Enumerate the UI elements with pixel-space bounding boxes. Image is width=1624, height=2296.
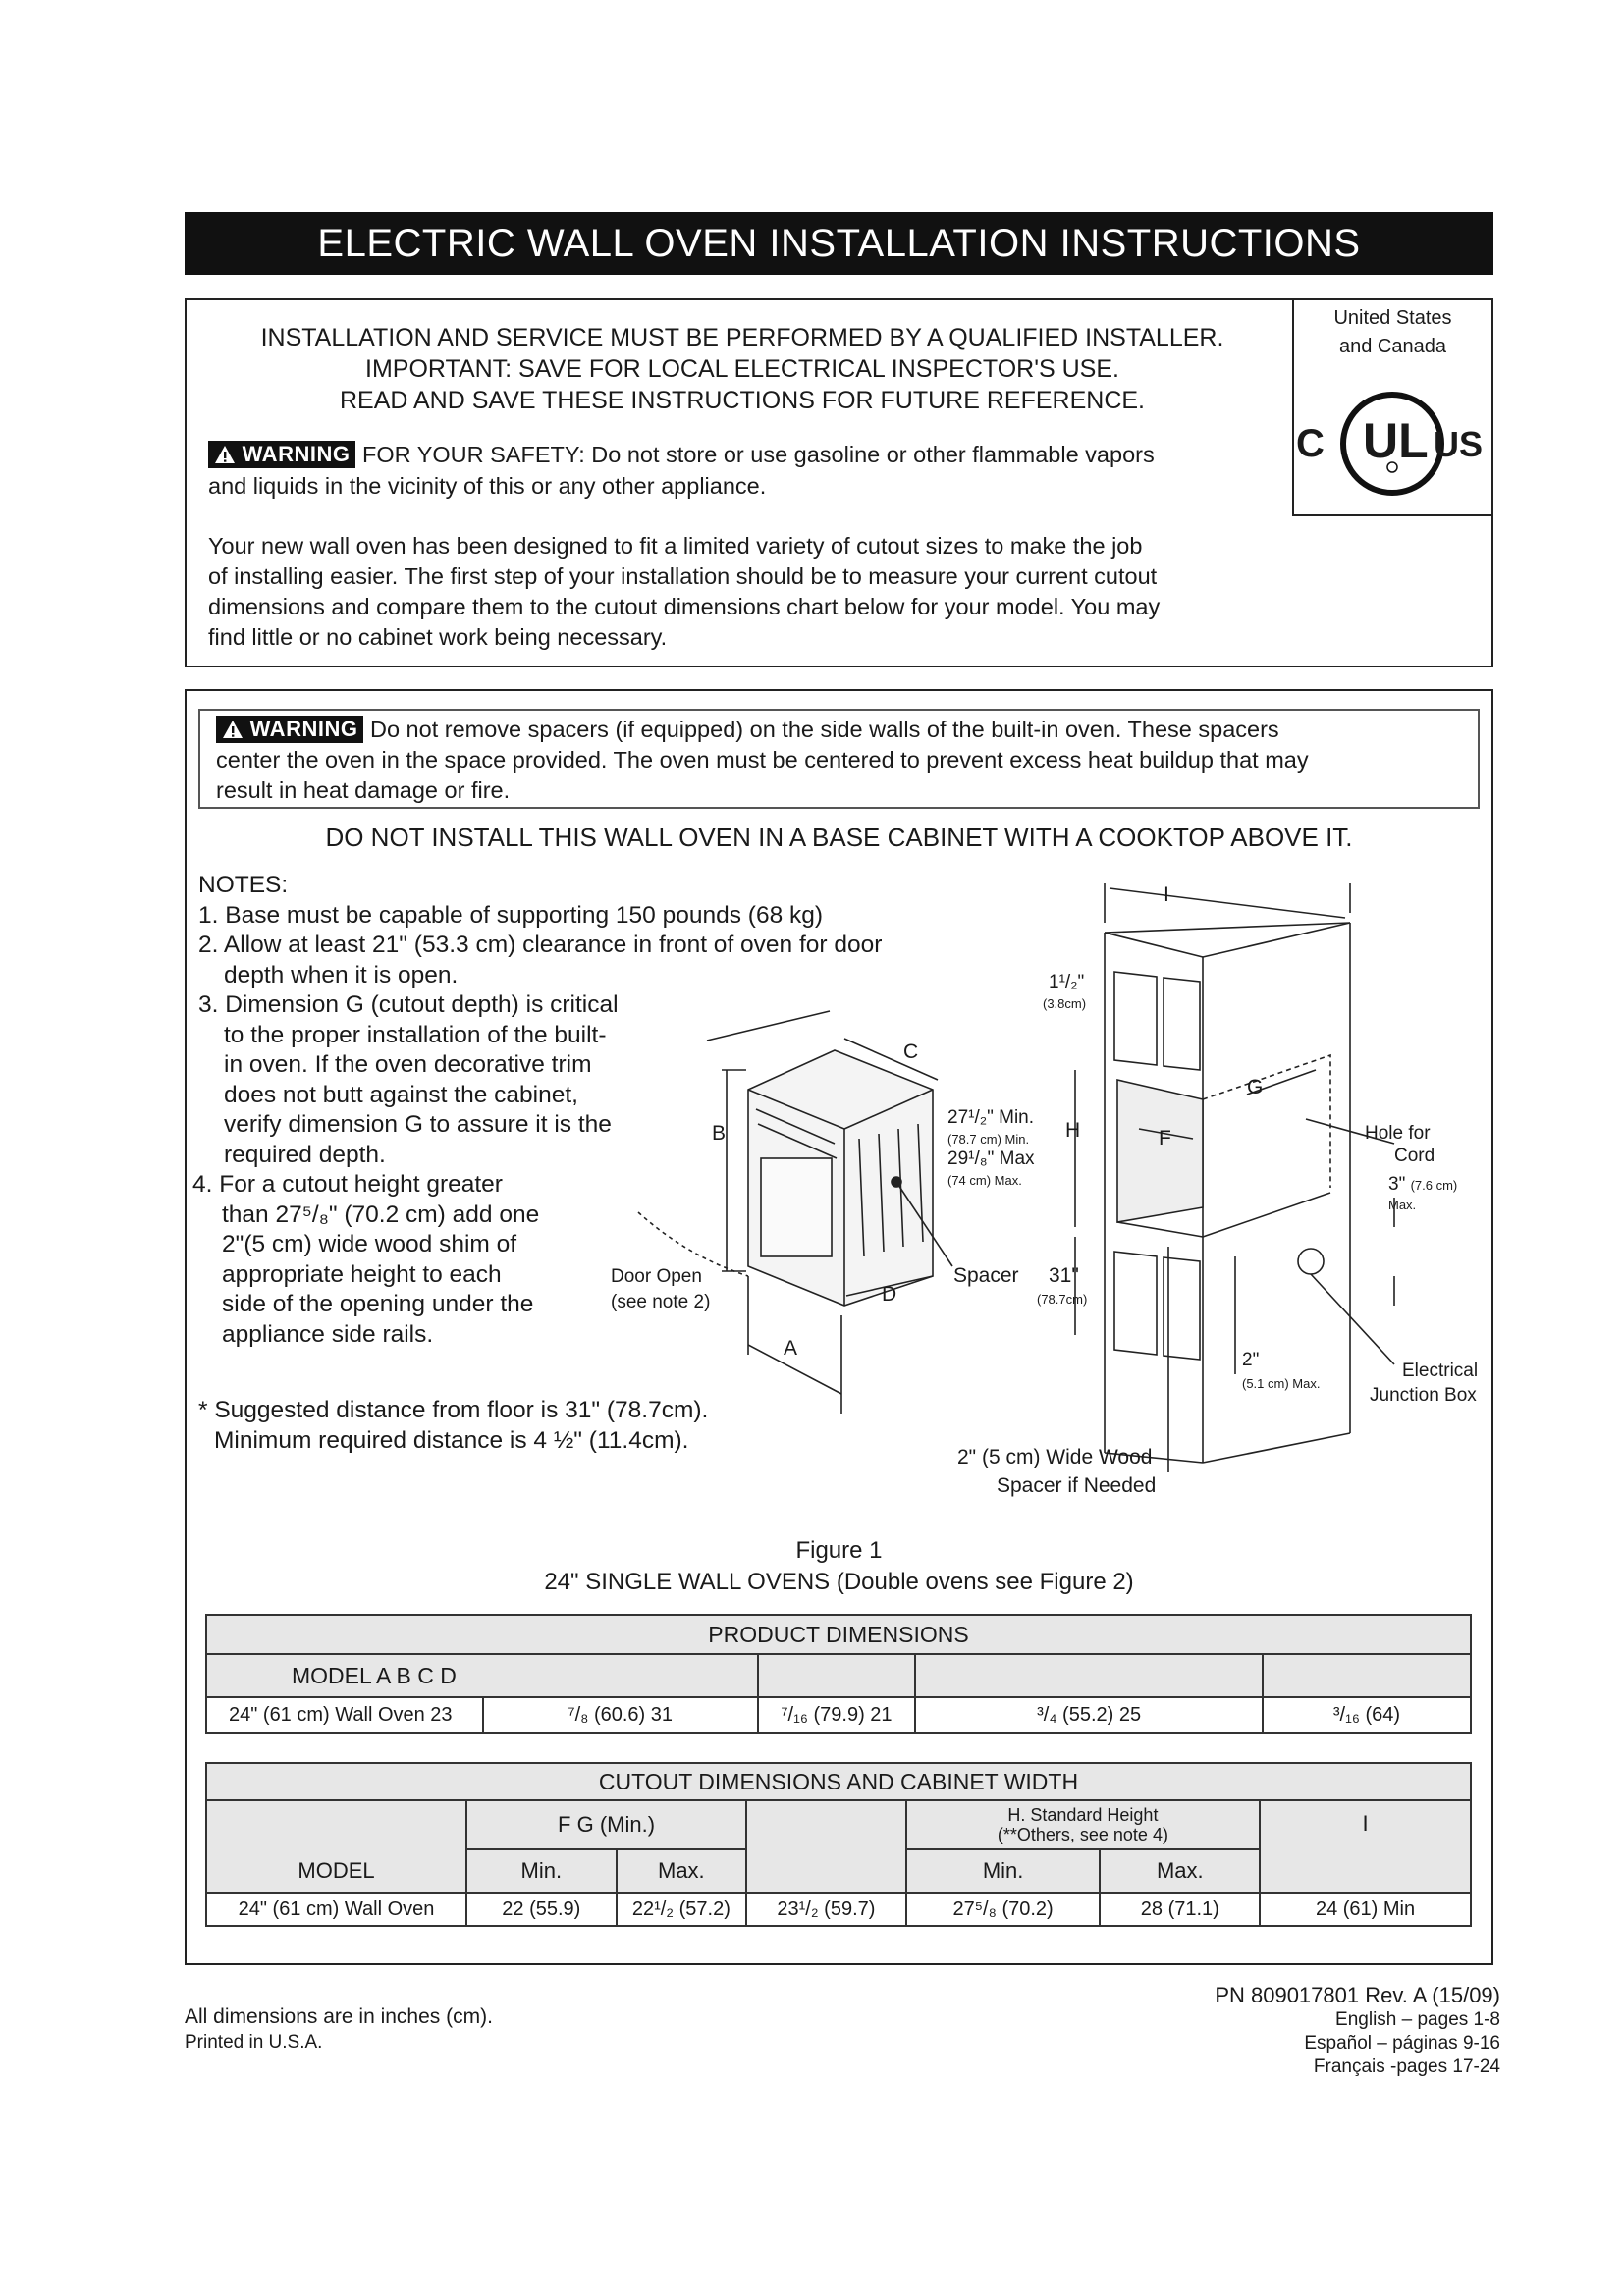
note-4-cont-5: appliance side rails.: [222, 1321, 434, 1348]
h-header: [906, 1800, 1260, 1849]
dim-3-in: 3" (7.6 cm): [1388, 1174, 1458, 1195]
dim-3-max: Max.: [1388, 1198, 1417, 1212]
hole-for-label: Hole for: [1365, 1123, 1431, 1144]
product-row-b: ⁷/₁₆ (79.9) 21: [758, 1697, 916, 1733]
f-min-header: Min.: [466, 1849, 617, 1893]
h-min-header: Min.: [906, 1849, 1101, 1893]
cutout-row-model: 24" (61 cm) Wall Oven: [206, 1893, 466, 1926]
intro-line-3: dimensions and compare them to the cutout dimensions chart below for your model. You may: [208, 594, 1161, 619]
ul-c-mark: C: [1296, 422, 1325, 465]
product-row-model: 24" (61 cm) Wall Oven 23: [206, 1697, 483, 1733]
save-instructions-notice: READ AND SAVE THESE INSTRUCTIONS FOR FUTURE REFERENCE.: [339, 387, 1145, 414]
suggested-distance: * Suggested distance from floor is 31" (78.7cm).: [198, 1397, 709, 1423]
safety-line-1: FOR YOUR SAFETY: Do not store or use gasoline or other flammable vapors: [361, 442, 1155, 467]
cutout-dimensions-table: [205, 1762, 1472, 1927]
door-open-note: (see note 2): [611, 1292, 711, 1312]
no-base-cabinet-warning: DO NOT INSTALL THIS WALL OVEN IN A BASE CABINET WITH A COOKTOP ABOVE IT.: [325, 823, 1353, 852]
dim-label-h: H: [1065, 1119, 1081, 1142]
spacer-label: Spacer: [953, 1264, 1019, 1287]
espanol-pages: Español – páginas 9-16: [1304, 2033, 1500, 2054]
dim-2-cm: (5.1 cm) Max.: [1242, 1376, 1321, 1391]
dim-31-in: 31": [1049, 1264, 1079, 1287]
printed-in: Printed in U.S.A.: [185, 2032, 323, 2053]
intro-line-4: find little or no cabinet work being necessary.: [208, 624, 668, 650]
ul-us-mark: US: [1434, 424, 1484, 464]
note-4-cont-2: 2"(5 cm) wide wood shim of: [222, 1231, 517, 1257]
junction-box-label: Junction Box: [1370, 1385, 1477, 1406]
wood-spacer-label: 2" (5 cm) Wide Wood: [957, 1446, 1153, 1468]
part-number: PN 809017801 Rev. A (15/09): [1215, 1983, 1500, 2007]
dim-31-cm: (78.7cm): [1037, 1292, 1088, 1307]
figure-caption: 24" SINGLE WALL OVENS (Double ovens see Figure 2): [544, 1569, 1134, 1595]
note-3-cont-4: verify dimension G to assure it is the: [224, 1111, 612, 1138]
min-height: 27¹/₂" Min.: [947, 1107, 1035, 1128]
note-3: 3. Dimension G (cutout depth) is critical: [198, 991, 619, 1018]
spacer-warning-line-2: center the oven in the space provided. The oven must be centered to prevent excess heat buildup that may: [216, 747, 1309, 773]
english-pages: English – pages 1-8: [1335, 2009, 1500, 2030]
safety-line-2: and liquids in the vicinity of this or any other appliance.: [208, 473, 767, 499]
product-table-title: PRODUCT DIMENSIONS: [206, 1615, 1471, 1654]
dimensions-note: All dimensions are in inches (cm).: [185, 2005, 493, 2028]
dim-label-a: A: [784, 1337, 798, 1360]
note-4-cont-4: side of the opening under the: [222, 1291, 534, 1317]
note-4-cont-1: than 27⁵/₈" (70.2 cm) add one: [222, 1201, 540, 1228]
warning-badge: WARNING: [208, 441, 355, 468]
dim-2-in: 2": [1242, 1350, 1260, 1370]
installer-notice: INSTALLATION AND SERVICE MUST BE PERFORMED BY A QUALIFIED INSTALLER.: [260, 324, 1224, 351]
h-max-header: Max.: [1100, 1849, 1260, 1893]
door-open-label: Door Open: [611, 1266, 702, 1287]
cutout-row-g: 22¹/₂ (57.2): [617, 1893, 747, 1926]
cutout-row-i: 24 (61) Min: [1260, 1893, 1471, 1926]
product-dimensions-table: [205, 1614, 1472, 1734]
intro-line-1: Your new wall oven has been designed to fit a limited variety of cutout sizes to make the job: [208, 533, 1143, 559]
dim-label-f: F: [1159, 1127, 1171, 1149]
cord-label: Cord: [1394, 1146, 1435, 1166]
dim-label-d: D: [882, 1283, 897, 1306]
note-3-cont-5: required depth.: [224, 1142, 386, 1168]
page-title: ELECTRIC WALL OVEN INSTALLATION INSTRUCTIONS: [185, 212, 1493, 275]
cutout-row-g-min: 23¹/₂ (59.7): [746, 1893, 906, 1926]
g-max-header: Max.: [617, 1849, 747, 1893]
product-table-header: MODEL A B C D: [206, 1654, 758, 1697]
spacer-warning-line-3: result in heat damage or fire.: [216, 777, 511, 803]
notes-heading: NOTES:: [198, 872, 289, 898]
cutout-row-h-min: 27⁵/₈ (70.2): [906, 1893, 1101, 1926]
i-header: I: [1260, 1800, 1471, 1893]
minimum-distance: Minimum required distance is 4 ½" (11.4cm).: [214, 1427, 689, 1454]
intro-line-2: of installing easier. The first step of your installation should be to measure your current cutout: [208, 563, 1158, 589]
ul-mark: UL: [1363, 413, 1429, 468]
product-row-d: ³/₁₆ (64): [1263, 1697, 1471, 1733]
fg-header: F G (Min.): [466, 1800, 746, 1849]
ul-region-line-2: and Canada: [1339, 336, 1446, 357]
dim-1-5-in: 1¹/₂": [1049, 972, 1085, 992]
ul-region-line-1: United States: [1333, 307, 1452, 329]
cutout-table-title: CUTOUT DIMENSIONS AND CABINET WIDTH: [206, 1763, 1471, 1800]
note-2: 2. Allow at least 21" (53.3 cm) clearance in front of oven for door: [198, 932, 883, 958]
inspector-notice: IMPORTANT: SAVE FOR LOCAL ELECTRICAL INSPECTOR'S USE.: [365, 355, 1119, 383]
note-3-cont-1: to the proper installation of the built-: [224, 1022, 607, 1048]
product-row-c: ³/₄ (55.2) 25: [915, 1697, 1263, 1733]
h-header-line-1: H. Standard Height: [1007, 1805, 1159, 1825]
min-height-cm: (78.7 cm) Min.: [947, 1132, 1030, 1147]
note-3-cont-2: in oven. If the oven decorative trim: [224, 1051, 592, 1078]
note-3-cont-3: does not butt against the cabinet,: [224, 1082, 578, 1108]
model-header: MODEL: [206, 1800, 466, 1893]
spacer-warning-line-1: WARNING Do not remove spacers (if equipped) on the side walls of the built-in oven. These spacers: [216, 715, 1279, 745]
note-4-cont-3: appropriate height to each: [222, 1261, 502, 1288]
cutout-row-h-max: 28 (71.1): [1100, 1893, 1260, 1926]
dim-label-c: C: [903, 1041, 919, 1063]
dim-label-i: I: [1164, 883, 1169, 906]
dim-label-g: G: [1247, 1076, 1264, 1098]
note-4: 4. For a cutout height greater: [192, 1171, 503, 1198]
warning-badge-2: WARNING: [216, 716, 363, 743]
note-2-cont: depth when it is open.: [224, 962, 459, 988]
dim-1-5-cm: (3.8cm): [1043, 996, 1087, 1011]
max-height-cm: (74 cm) Max.: [947, 1173, 1022, 1188]
dim-label-b: B: [712, 1122, 727, 1145]
product-row-a: ⁷/₈ (60.6) 31: [483, 1697, 758, 1733]
max-height: 29¹/₈" Max: [947, 1148, 1035, 1169]
note-1: 1. Base must be capable of supporting 150 pounds (68 kg): [198, 902, 824, 929]
electrical-label: Electrical: [1402, 1361, 1479, 1381]
h-header-line-2: (**Others, see note 4): [997, 1825, 1168, 1844]
francais-pages: Français -pages 17-24: [1313, 2056, 1500, 2077]
cutout-row-f: 22 (55.9): [466, 1893, 617, 1926]
wood-spacer-label-2: Spacer if Needed: [997, 1474, 1157, 1497]
figure-number: Figure 1: [795, 1537, 883, 1564]
